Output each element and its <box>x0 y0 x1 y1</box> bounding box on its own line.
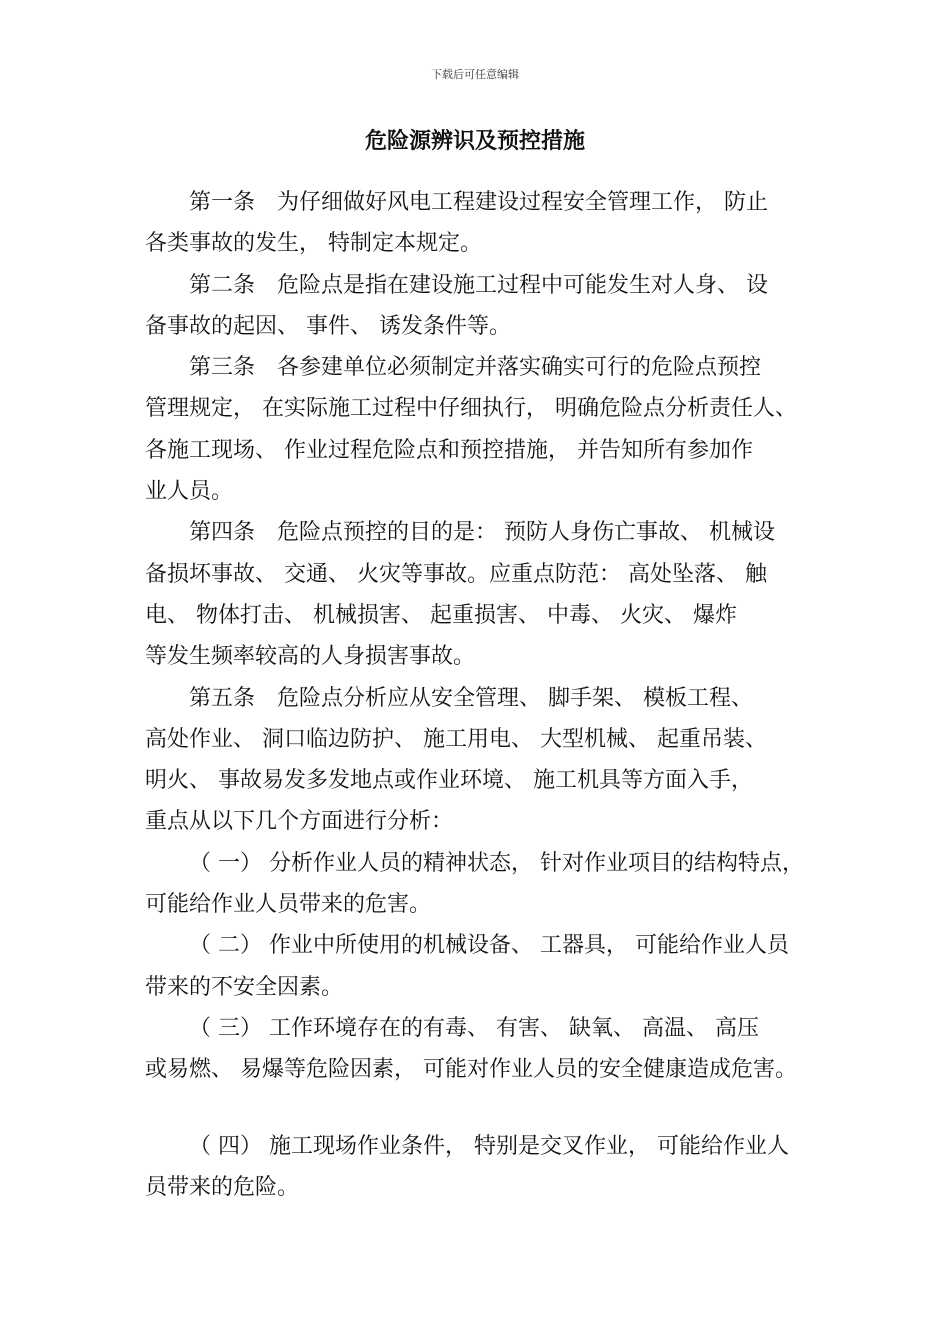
paragraph-line: 第三条 各参建单位必须制定并落实确实可行的危险点预控 <box>189 355 762 381</box>
paragraph-line: 第一条 为仔细做好风电工程建设过程安全管理工作， 防止 <box>189 190 768 215</box>
paragraph-line: （ 一） 分析作业人员的精神状态， 针对作业项目的结构特点， <box>189 850 804 876</box>
paragraph-9 <box>145 1126 825 1209</box>
paragraph-line: 第五条 危险点分析应从安全管理、 脚手架、 模板工程、 <box>189 685 753 711</box>
paragraph-6 <box>145 843 825 926</box>
paragraph-1 <box>145 182 825 265</box>
paragraph-line: 第二条 危险点是指在建设施工过程中可能发生对人身、 设 <box>189 272 768 298</box>
paragraph-line: 高处作业、 洞口临边防护、 施工用电、 大型机械、 起重吊装、 <box>145 726 767 752</box>
paragraph-line: 明火、 事故易发多发地点或作业环境、 施工机具等方面入手， <box>145 768 753 794</box>
paragraph-2 <box>145 265 825 348</box>
paragraph-line: （ 四） 施工现场作业条件， 特别是交叉作业， 可能给作业人 <box>189 1133 789 1159</box>
paragraph-7 <box>145 925 825 1008</box>
paragraph-line: 备事故的起因、 事件、 诱发条件等。 <box>145 313 511 339</box>
paragraph-line: 重点从以下几个方面进行分析： <box>145 809 454 835</box>
paragraph-line: （ 二） 作业中所使用的机械设备、 工器具， 可能给作业人员 <box>189 933 789 959</box>
paragraph-line: 等发生频率较高的人身损害事故。 <box>145 644 476 670</box>
page-header: 下载后可任意编辑 <box>431 68 519 81</box>
paragraph-line: 带来的不安全因素。 <box>145 974 344 1000</box>
paragraph-4 <box>145 512 825 677</box>
paragraph-3 <box>145 347 825 512</box>
paragraph-line: 或易燃、 易爆等危险因素， 可能对作业人员的安全健康造成危害。 <box>145 1057 797 1083</box>
paragraph-line: 管理规定， 在实际施工过程中仔细执行， 明确危险点分析责任人、 <box>145 396 797 422</box>
paragraph-5 <box>145 678 825 843</box>
document-body <box>145 182 825 1208</box>
paragraph-line: 备损坏事故、 交通、 火灾等事故。应重点防范： 高处坠落、 触 <box>145 561 767 587</box>
paragraph-line: 员带来的危险。 <box>145 1174 300 1200</box>
paragraph-line: 各施工现场、 作业过程危险点和预控措施， 并告知所有参加作 <box>145 437 753 463</box>
paragraph-8 <box>145 1008 825 1091</box>
paragraph-line: 业人员。 <box>145 479 234 505</box>
paragraph-line: 第四条 危险点预控的目的是： 预防人身伤亡事故、 机械设 <box>189 520 775 546</box>
paragraph-line: （ 三） 工作环境存在的有毒、 有害、 缺氧、 高温、 高压 <box>189 1015 759 1041</box>
paragraph-line: 可能给作业人员带来的危害。 <box>145 892 432 918</box>
paragraph-line: 各类事故的发生， 特制定本规定。 <box>145 231 482 257</box>
document-title: 危险源辨识及预控措施 <box>364 129 585 154</box>
paragraph-gap <box>145 1091 825 1126</box>
paragraph-line: 电、 物体打击、 机械损害、 起重损害、 中毒、 火灾、 爆炸 <box>145 602 737 628</box>
